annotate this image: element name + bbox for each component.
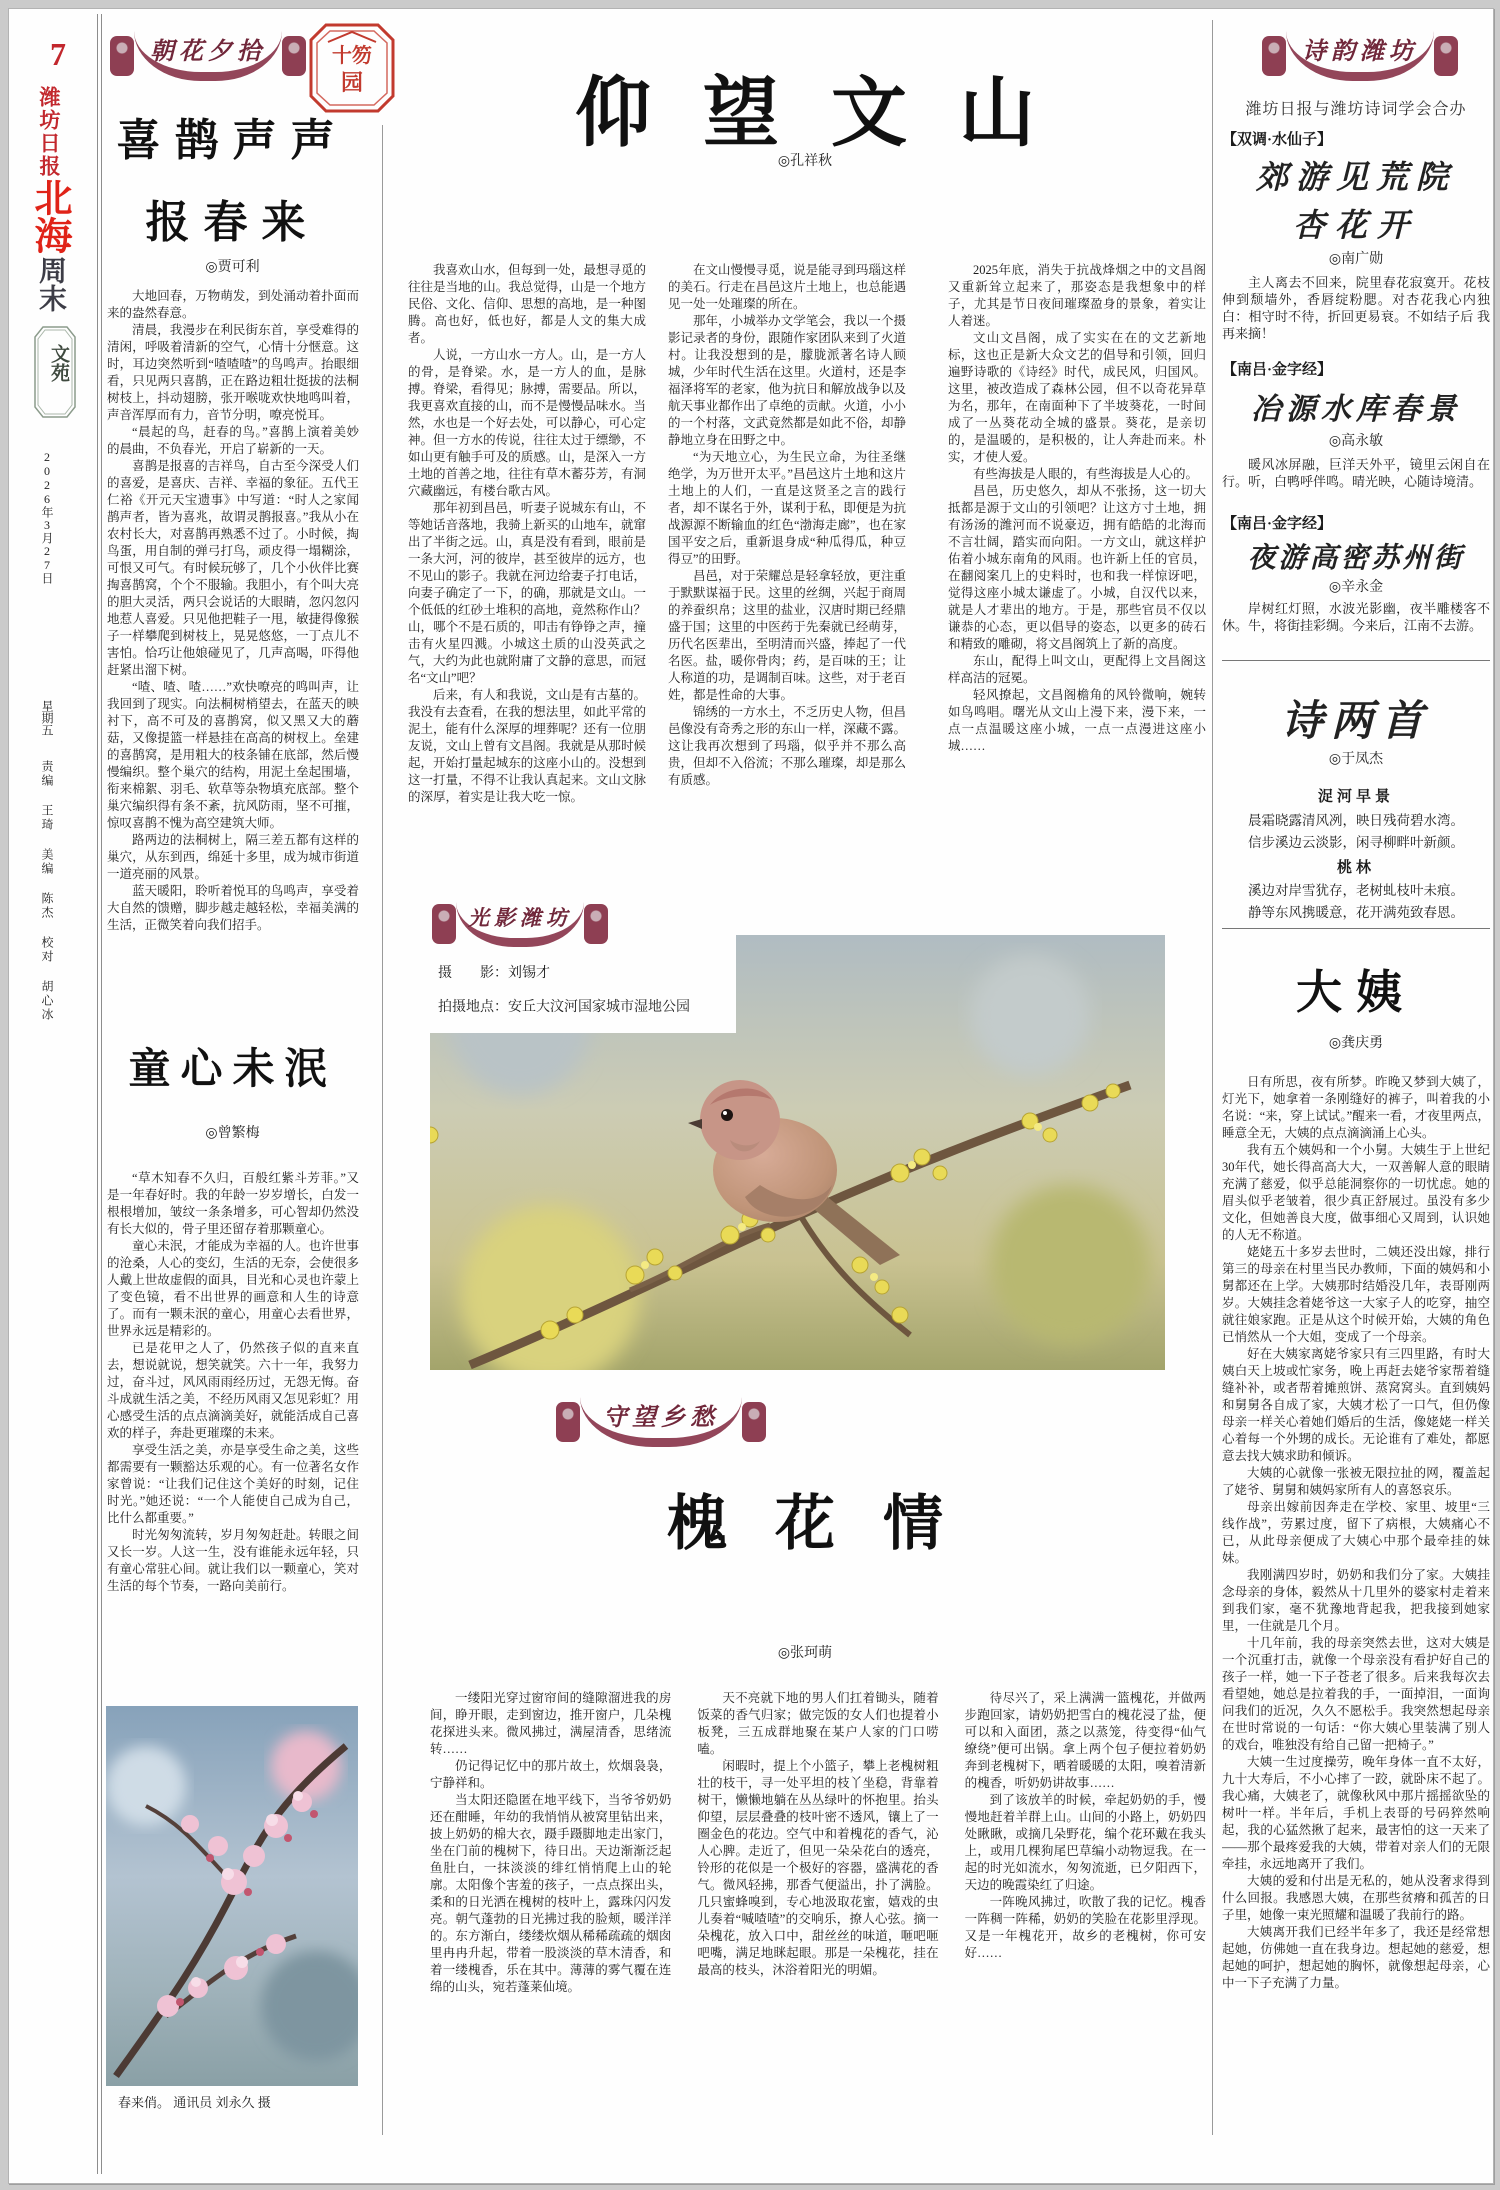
photo-location: 拍摄地点：安丘大汶河国家城市湿地公园 xyxy=(438,1000,690,1015)
banner-guangying-weifang xyxy=(432,898,608,950)
paragraph: 那年初到昌邑，听妻子说城东有山，不等她话音落地，我骑上新买的山地车，就窜出了半街之远。山，真是没有看到，眼前是一条大河，河的彼岸，甚至彼岸的远方，也不见山的影子。我就在河边给妻子打电话，向妻子确定了一下，的确，那就是文山。一个低低的红砂土堆积的高地，竟然称作山？山，哪个不是石质的，叩击有铮铮之声，撞击有火星四溅。小城这土质的山没英武之气，大约为此也就附庸了文静的意思，而冠名“文山”吧？ xyxy=(408,501,646,685)
paragraph: 昌邑，对于荣耀总是轻拿轻放，更注重于默默谋福于民。这里的丝绸，兴起于商周的养蚕织帛；这里的盐业，汉唐时期已经鼎盛于国；这里的中医药于先秦就已经萌芽，历代名医辈出，至明清而兴盛，捧起了一代名医。盐，暖你骨肉；药，是百味的王；让人称道的功，是调制百味。这些，对于老百姓，都是性命的大事。 xyxy=(668,569,906,702)
article2-title: 童心未泯 xyxy=(128,1047,337,1093)
essay-author: ◎龚庆勇 xyxy=(1328,1036,1384,1051)
scroll-end-icon xyxy=(584,904,608,944)
paragraph: 我喜欢山水，但每到一处，最想寻觅的往往是当地的山。我总觉得，山是一个地方民俗、文化、信仰、思想的高地，是一种图腾。高也好，低也好，都是人文的集大成者。 xyxy=(408,263,646,345)
scroll-end-icon xyxy=(556,1402,580,1442)
paragraph: 大姨离开我们已经半年多了，我还是经常想起她，仿佛她一直在我身边。想起她的慈爱，想起她的呵护，想起她的胸怀，就像想起母亲，心中一下子充满了力量。 xyxy=(1222,1925,1490,1990)
svg-text:园: 园 xyxy=(340,70,364,95)
poem1-title-line2: 杏花开 xyxy=(1292,207,1419,243)
banner-label: 诗韵潍坊 xyxy=(1286,31,1434,81)
paragraph: 闲暇时，提上个小篮子，攀上老槐树粗壮的枝干，寻一处平坦的枝丫坐稳，背靠着树干，懒懒地躺在丛丛绿叶的怀抱里。抬头仰望，层层叠叠的枝叶密不透风，镶上了一圈金色的花边。空气中和着槐花的香气，沁人心脾。走近了，但见一朵朵花白的透亮，铃形的花似是一个极好的容器，盛满花的香气。微风轻拂，那香气便溢出，扑了满脸。几只蜜蜂嗅到，专心地汲取花蜜，嬉戏的虫儿奏着“喊喳喳”的交响乐，撩人心弦。摘一朵槐花，放入口中，甜丝丝的味道，咂吧咂吧嘴，满足地眯起眼。那是一朵槐花，挂在最高的枝头，沐浴着阳光的明媚。 xyxy=(697,1759,939,1977)
paragraph: 文山文昌阁，成了实实在在的文艺新地标，这也正是新大众文艺的倡导和引领，回归遍野诗歌的《诗经》时代，成民风，归国风。这里，被改造成了森林公园，但不以奇花异草为名，那年，在南面种下了半坡葵花，一时间成了一丛葵花动全城的盛景。葵花，是亲切的，是温暖的，是积极的，让人奔赴而来。朴实，才使人爱。 xyxy=(948,331,1206,464)
plum-photo-caption: 春来俏。 通讯员 刘永久 摄 xyxy=(118,2095,271,2110)
svg-text:十笏: 十笏 xyxy=(332,45,372,67)
paragraph: 有些海拔是人眼的，有些海拔是人心的。 xyxy=(973,467,1199,481)
poem1-author: ◎南广勋 xyxy=(1328,252,1384,267)
paragraph: “喳、喳、喳……”欢快嘹亮的鸣叫声，让我回到了现实。向法桐树梢望去，在蓝天的映衬下，高不可及的喜鹊窝，似又黑又大的蘑菇，又像提篮一样悬挂在高高的树杈上。垒建的喜鹊窝，是用粗大的枝条铺在底部，然后慢慢编织。整个巢穴的结构，用泥土垒起围墙，衔来棉絮、羽毛、软草等杂物填充底部。整个巢穴编织得有条不紊，抗风防雨，坚不可摧，惊叹喜鹊不愧为高空建筑大师。 xyxy=(107,680,359,830)
paragraph: 一阵晚风拂过，吹散了我的记忆。槐香一阵稠一阵稀，奶奶的笑脸在花影里浮现。又是一年槐花开，故乡的老槐树，你可安好…… xyxy=(964,1895,1206,1960)
banner-label: 守望乡愁 xyxy=(580,1397,742,1447)
scroll-end-icon xyxy=(742,1402,766,1442)
poem-group-title: 诗两首 xyxy=(1280,699,1431,745)
plum-photo xyxy=(106,1706,358,2086)
scroll-end-icon xyxy=(432,904,456,944)
paragraph: 我有五个姨妈和一个小舅。大姨生于上世纪30年代，她长得高高大大，一双善解人意的眼睛充满了慈爱，似乎总能洞察你的一切忧虑。她的眉头似乎老皱着，很少真正舒展过。虽没有多少文化，但她善良大度，做事细心又周到，认识她的人无不称道。 xyxy=(1222,1143,1490,1242)
article2-body xyxy=(107,1170,359,1702)
poem1-tune: 【双调·水仙子】 xyxy=(1222,132,1333,148)
paragraph: 蓝天暖阳，聆听着悦耳的鸟鸣声，享受着大自然的馈赠，脚步越走越轻松，幸福美满的生活，正微笑着向我们招手。 xyxy=(107,884,359,932)
section-badge xyxy=(34,326,76,423)
scroll-end-icon xyxy=(110,36,134,76)
main-body-columns-1-2 xyxy=(408,262,906,822)
paragraph: “为天地立心，为生民立命，为往圣继绝学，为万世开太平。”昌邑这片土地和这片土地上的人们，一直是这贤圣之言的践行者，却不谋名于外，谋利于私，即便是为抗战源源不断输血的红色“渤海走廊”，也在家国平安之后，重新退身成“种瓜得瓜，种豆得豆”的田野。 xyxy=(668,450,906,566)
paragraph: 大地回春，万物萌发，到处涌动着扑面而来的盎然春意。 xyxy=(107,289,359,320)
masthead-divider xyxy=(97,14,102,2174)
paragraph: 喜鹊是报喜的吉祥鸟，自古至今深受人们的喜爱，是喜庆、吉祥、幸福的象征。五代王仁裕《开元天宝遗事》中写道：“时人之家闻鹊声者，皆为喜兆，故谓灵鹊报喜。”我从小在农村长大，对喜鹊再熟悉不过了。小时候，掏鸟蛋，用自制的弹弓打鸟，顽皮得一塌糊涂，可恨又可气。有时候玩够了，几个小伙伴比赛掏喜鹊窝，个个不服输。我胆小，有个叫大亮的胆大灵活，两只会说话的大眼睛，忽闪忽闪地惹人喜爱。只见他把鞋子一甩，敏捷得像猴子一样攀爬到树枝上，晃晃悠悠，一丁点儿不害怕。恰巧让他娘碰见了，几声高喝，吓得他赶紧出溜下树。 xyxy=(107,459,359,677)
paragraph: 时光匆匆流转，岁月匆匆赶赴。转眼之间又长一岁。人这一生，没有谁能永远年轻，只有童心常驻心间。就让我们以一颗童心，笑对生活的每个节奏，一路向美前行。 xyxy=(107,1528,359,1593)
scroll-end-icon xyxy=(1434,36,1458,76)
edition-name-big: 北海 xyxy=(28,178,70,254)
article1-title-line2: 报春来 xyxy=(145,198,320,247)
paragraph: 当太阳还隐匿在地平线下，当爷爷奶奶还在酣睡，年幼的我悄悄从被窝里钻出来，披上奶奶的棉大衣，蹑手蹑脚地走出家门，坐在门前的槐树下，待日出。天边渐渐泛起鱼肚白，一抹淡淡的绯红悄悄爬上山的轮廓。太阳像个害羞的孩子，一点点探出头，柔和的日光洒在槐树的枝叶上，露珠闪闪发亮。朝气蓬勃的日光拂过我的脸颊，暖洋洋的。东方渐白，缕缕炊烟从稀稀疏疏的烟囱里冉冉升起，带着一股淡淡的草木清香，和着一缕槐香，乐在其中。薄薄的雾气覆在连绵的山头，宛若蓬莱仙境。 xyxy=(430,1793,672,1994)
paragraph: 仍记得记忆中的那片故土，炊烟袅袅，宁静祥和。 xyxy=(430,1759,672,1790)
poem2-tune: 【南吕·金字经】 xyxy=(1222,362,1333,378)
subpoem2-line2: 静等东风携暖意，花开满苑致春恩。 xyxy=(1248,905,1464,920)
paragraph: 轻风撩起，文昌阁檐角的风铃微响，婉转如鸟鸣唱。曙光从文山上漫下来，漫下来，一点一点温暖这座小城，一点一点漫进这座小城…… xyxy=(948,688,1206,753)
huaihua-author: ◎张珂萌 xyxy=(777,1646,833,1661)
paragraph: 锦绣的一方水土，不乏历史人物，但昌邑像没有奇秀之形的东山一样，深藏不露。这让我再次想到了玛瑙，似乎并不那么高贵，但却不入俗流；不那么璀璨，却是那么有质感。 xyxy=(668,705,906,787)
paragraph: 昌邑，历史悠久，却从不张扬，这一切大抵都是源于文山的引领吧？让这方寸土地，拥有汤汤的潍河而不说豪迈，拥有皓皓的北海而不言壮阔，踏实而向阳。一方文山，就这样护佑着小城东南角的风雨。也许新上任的官员，在翻阅案几上的史料时，也和我一样惊讶吧，觉得这座小城太谦虚了。小城，自汉代以来，就是人才辈出的地方。于是，那些官员不仅以谦恭的心态，更以倡导的姿态，以更多的砖石和精致的雕砌，将文昌阁筑上了新的高度。 xyxy=(948,484,1206,651)
poem3-tune: 【南吕·金字经】 xyxy=(1222,516,1333,532)
page-staff: 责编 王琦 美编 陈杰 校对 胡心冰 xyxy=(40,760,54,1022)
essay-title: 大姨 xyxy=(1296,967,1416,1018)
subpoem1-title: 浞河早景 xyxy=(1317,789,1394,805)
paragraph: 好在大姨家离姥爷家只有三四里路，有时大姨白天上坡或忙家务，晚上再赶去姥爷家帮着缝缝补补，或者帮着摊煎饼、蒸窝窝头。直到姨妈和舅舅各自成了家，大姨才松了一口气，但仍像母亲一样关心着她们婚后的生活，像姥姥一样关心着每一个外甥的成长。无论谁有了难处，都愿意去找大姨求助和倾诉。 xyxy=(1222,1347,1490,1463)
article1-author: ◎贾可利 xyxy=(205,260,260,275)
paragraph: 日有所思，夜有所梦。昨晚又梦到大姨了，灯光下，她拿着一条刚缝好的裤子，叫着我的小名说：“来，穿上试试。”醒来一看，才夜里两点，睡意全无，大姨的点点滴滴涌上心头。 xyxy=(1222,1075,1490,1140)
shihuyuan-emblem xyxy=(308,22,396,119)
photo-credit: 摄 影：刘锡才 xyxy=(438,966,550,981)
paragraph: 童心未泯，才能成为幸福的人。也许世事的沧桑，人心的变幻，生活的无奈，会使很多人戴上世故虚假的面具，目光和心灵也许蒙上了变色镜，看不出世界的画意和人生的诗意了。而有一颗未泯的童心，用童心去看世界，世界永远是精彩的。 xyxy=(107,1239,359,1338)
paragraph: 后来，有人和我说，文山是有古墓的。我没有去查看，在我的想法里，如此平常的泥土，能有什么深厚的埋葬呢？还有一位朋友说，文山上曾有文昌阁。我就是从那时候起，开始打量起城东的这座小山的。没想到这一打量，不得不让我认真起来。文山文脉的深厚，着实是让我大吃一惊。 xyxy=(408,688,646,804)
page-date: 2026年3月27日 xyxy=(40,450,54,584)
paper-name: 潍坊日报 xyxy=(37,86,61,178)
poem3-title: 夜游高密苏州街 xyxy=(1247,543,1465,574)
poem3-text: 岸树红灯照，水波光影幽，夜半雕楼客不休。牛，将街挂彩绸。今来后，江南不去游。 xyxy=(1222,601,1490,633)
scroll-end-icon xyxy=(1262,36,1286,76)
page-number: 7 xyxy=(50,36,66,72)
main-title: 仰望文山 xyxy=(575,72,1087,156)
poem2-text: 暖风冰屏融，巨洋天外平，镜里云闲自在行。听，白鸭呼伴鸣。晴光映，心随诗境清。 xyxy=(1222,457,1490,489)
paragraph: “晨起的鸟，赶春的鸟。”喜鹊上演着美妙的晨曲，不负春光，开启了崭新的一天。 xyxy=(107,425,359,456)
huaihua-title: 槐花情 xyxy=(667,1491,991,1557)
main-body-column-3 xyxy=(948,262,1206,868)
poem2-title: 冶源水库春景 xyxy=(1251,393,1461,426)
paragraph: 那年，小城举办文学笔会，我以一个摄影记录者的身份，跟随作家团队来到了火道村。让我没想到的是，朦胧派著名诗人顾城，少年时代生活在这里。火道村，还是李福泽将军的老家，他为抗日和解放战争以及航天事业都作出了卓绝的贡献。火道，小小的一个村落，文武竟然都是如此不俗，却静静地立身在田野之中。 xyxy=(668,314,906,447)
paragraph: 一缕阳光穿过窗帘间的缝隙溜进我的房间，睁开眼，走到窗边，推开窗户，几朵槐花探进头来。微风拂过，满屋清香，思绪流转…… xyxy=(430,1691,672,1756)
poem3-author: ◎辛永金 xyxy=(1328,580,1384,595)
article2-author: ◎曾繁梅 xyxy=(205,1126,260,1141)
paragraph: 已是花甲之人了，仍然孩子似的直来直去，想说就说，想笑就笑。六十一年，我努力过，奋斗过，风风雨雨经历过，无怨无悔。奋斗成就生活之美，不经历风雨又怎见彩虹？用心感受生活的点点滴滴美好，就能活成自己喜欢的样子，奔赴更璀璨的未来。 xyxy=(107,1341,359,1440)
scroll-end-icon xyxy=(282,36,306,76)
paragraph: 在文山慢慢寻觅，说是能寻到玛瑙这样的美石。行走在昌邑这片土地上，也总能遇见一处一处璀璨的所在。 xyxy=(668,263,906,311)
paragraph: 大姨的心就像一张被无限拉扯的网，覆盖起了姥爷、舅舅和姨妈家所有人的喜怒哀乐。 xyxy=(1222,1466,1490,1497)
paragraph: 姥姥五十多岁去世时，二姨还没出嫁，排行第三的母亲在村里当民办教师，下面的姨妈和小舅都还在上学。大姨那时结婚没几年，表哥刚两岁。大姨挂念着姥爷这一大家子人的吃穿，抽空就往娘家跑。正是从这个时候开始，大姨的角色已悄然从一个大姐，变成了一个母亲。 xyxy=(1222,1245,1490,1344)
paragraph: 路两边的法桐树上，隔三差五都有这样的巢穴，从东到西，绵延十多里，成为城市街道一道亮丽的风景。 xyxy=(107,833,359,881)
paragraph: 我刚满四岁时，奶奶和我们分了家。大姨挂念母亲的身体，毅然从十几里外的婆家村走着来到我们家，毫不犹豫地背起我，把我接到她家里，一住就是几个月。 xyxy=(1222,1568,1490,1633)
paragraph: 东山，配得上叫文山，更配得上文昌阁这样高洁的冠冕。 xyxy=(948,654,1206,685)
subpoem2-title: 桃林 xyxy=(1336,860,1375,876)
paragraph: 十几年前，我的母亲突然去世，这对大姨是一个沉重打击，就像一个母亲没有看护好自己的孩子一样，她一下子苍老了很多。后来我每次去看望她，她总是拉着我的手，一面掉泪，一面询问我们的近况，久久不愿松手。我突然想起母亲在世时常说的一句话：“你大姨心里装满了别人的戏台，唯独没有给自己留一把椅子。” xyxy=(1222,1636,1490,1752)
essay-body xyxy=(1222,1074,1490,2134)
poem1-title-line1: 郊游见荒院 xyxy=(1255,159,1456,195)
section-badge-label: 文苑 xyxy=(48,344,69,382)
subpoem2-line1: 溪边对岸雪犹存，老树虬枝叶未痕。 xyxy=(1248,883,1464,898)
poem2-author: ◎高永敏 xyxy=(1328,434,1384,449)
main-author: ◎孔祥秋 xyxy=(777,154,833,169)
paragraph: 清晨，我漫步在利民街东首，享受难得的清闲，呼吸着清新的空气，心情十分惬意。这时，耳边突然听到“喳喳喳”的鸟鸣声。抬眼细看，只见两只喜鹊，正在路边粗壮挺拔的法桐树枝上，抖动翅膀，张开喉咙欢快地鸣叫着，声音浑厚而有力，音节分明，嘹亮悦耳。 xyxy=(107,323,359,422)
poem-group-author: ◎于凤杰 xyxy=(1328,752,1384,767)
huaihua-body xyxy=(430,1690,1206,2136)
paragraph: “草木知春不久归，百般红紫斗芳菲。”又是一年春好时。我的年龄一岁岁增长，白发一根根增加，皱纹一条条增多，可心智却仍然没有长大似的，骨子里还留存着那颗童心。 xyxy=(107,1171,359,1236)
banner-label: 光影潍坊 xyxy=(456,902,584,947)
article1-body xyxy=(107,288,359,984)
paragraph: 人说，一方山水一方人。山，是一方人的骨，是脊梁。水，是一方人的血，是脉搏。脊梁，看得见；脉搏，需要品。所以，我更喜欢直接的山，而不是慢慢品味水。当然，水也是一个好去处，可以静心，可心定神。但一方水的传说，往往太过于缥缈，不如山更有触手可及的质感。山，是深入一方土地的首善之地，往往有草木蓄芬芳，有洞穴藏幽远，有楼台歌古风。 xyxy=(408,348,646,498)
edition-name-small: 周末 xyxy=(35,256,66,312)
paragraph: 大姨的爱和付出是无私的，她从没奢求得到什么回报。我感恩大姨，在那些贫瘠和孤苦的日子里，她像一束光照耀和温暖了我前行的路。 xyxy=(1222,1874,1490,1922)
paragraph: 母亲出嫁前因奔走在学校、家里、坡里“三线作战”，劳累过度，留下了病根，大姨痛心不已，从此母亲便成了大姨心中那个最牵挂的妹妹。 xyxy=(1222,1500,1490,1565)
right-divider-1 xyxy=(1222,660,1490,661)
page-weekday: 星期五 xyxy=(40,700,54,736)
paragraph: 待尽兴了，采上满满一篮槐花，并做两步跑回家，请奶奶把雪白的槐花浸了盐，便可以和入面团，蒸之以蒸笼，待变得“仙气缭绕”便可出锅。拿上两个包子便拉着奶奶奔到老槐树下，晒着暖暖的太阳，嗅着清新的槐香，听奶奶讲故事…… xyxy=(964,1691,1206,1790)
poetry-subtitle: 潍坊日报与潍坊诗词学会合办 xyxy=(1245,101,1467,118)
banner-shiyun-weifang xyxy=(1262,30,1458,82)
banner-zhaohua-xishi xyxy=(110,30,306,82)
article1-title-line1: 喜鹊声声 xyxy=(116,116,349,165)
paragraph: 大姨一生过度操劳，晚年身体一直不太好，九十大寿后，不小心摔了一跤，就卧床不起了。我心痛，大姨老了，就像秋风中那片摇摇欲坠的树叶一样。半年后，手机上表哥的号码猝然响起，我的心猛然揪了起来，最害怕的这一天来了——那个最疼爱我的大姨，带着对亲人们的无限牵挂，永远地离开了我们。 xyxy=(1222,1755,1490,1871)
paragraph: 2025年底，消失于抗战烽烟之中的文昌阁又重新耸立起来了，那姿态是我想象中的样子，尤其是节日夜间璀璨盈身的景象，着实让人着迷。 xyxy=(948,263,1206,328)
right-divider-2 xyxy=(1222,928,1490,929)
banner-shouwang-xiangchou xyxy=(556,1396,766,1448)
paragraph: 到了该放羊的时候，牵起奶奶的手，慢慢地赶着羊群上山。山间的小路上，奶奶四处瞅瞅，或摘几朵野花，编个花环戴在我头上，或用几棵狗尾巴草编小动物逗我。在一起的时光如流水，匆匆流逝，已夕阳西下，天边的晚霞染红了归途。 xyxy=(964,1793,1206,1892)
banner-label: 朝花夕拾 xyxy=(134,31,282,81)
left-center-divider xyxy=(382,125,383,2135)
subpoem1-line1: 晨霜晓露清风冽，映日残荷碧水湾。 xyxy=(1248,813,1464,828)
center-right-divider xyxy=(1212,20,1213,2135)
paragraph: 享受生活之美，亦是享受生命之美，这些都需要有一颗豁达乐观的心。有一位著名女作家曾说：“让我们记住这个美好的时刻，记住时光。”她还说：“一个人能使自己成为自己，比什么都重要。” xyxy=(107,1443,359,1525)
paragraph: 天不亮就下地的男人们扛着锄头，随着饭菜的香气归家；做完饭的女人们也提着小板凳，三五成群地聚在某户人家的门口唠嗑。 xyxy=(697,1691,939,1756)
poem1-text: 主人离去不回来，院里春花寂寞开。花枝伸到颓墙外，香唇绽粉腮。对杏花我心内独白：相守时不待，折回更易衰。不如结子后 我再来摘！ xyxy=(1222,275,1490,341)
subpoem1-line2: 信步溪边云淡影，闲寻柳畔叶新颜。 xyxy=(1248,835,1464,850)
